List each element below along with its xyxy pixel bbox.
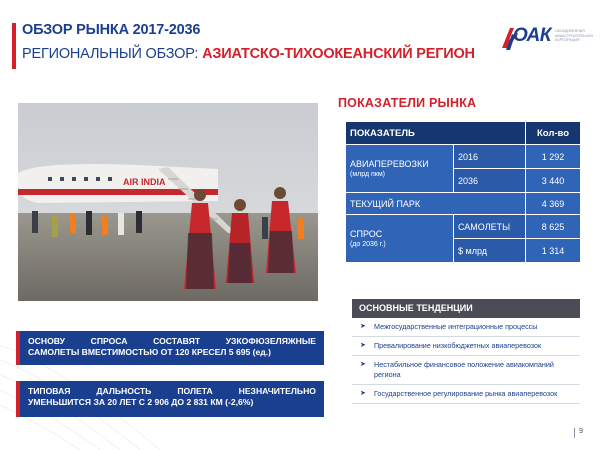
page-title: ОБЗОР РЫНКА 2017-2036 <box>22 22 201 38</box>
arrow-icon: ➤ <box>360 361 366 368</box>
list-item <box>352 337 580 356</box>
traffic-year-2016: 2016 <box>454 145 526 169</box>
logo-text: ОАК <box>513 25 551 46</box>
traffic-label <box>346 145 454 193</box>
table-row <box>346 215 581 239</box>
airline-text: AIR INDIA <box>123 177 166 187</box>
demand-money-value: 1 314 <box>526 239 581 263</box>
list-item <box>352 318 580 337</box>
demand-money-label: $ млрд <box>454 239 526 263</box>
traffic-value-2036: 3 440 <box>526 169 581 193</box>
traffic-value-2016: 1 292 <box>526 145 581 169</box>
list-item <box>352 356 580 385</box>
table-row <box>346 193 581 215</box>
page-number: 9 <box>579 428 583 435</box>
demand-label <box>346 215 454 263</box>
demand-label-text: СПРОС <box>350 229 383 239</box>
background-decoration <box>0 305 160 450</box>
demand-aircraft-value: 8 625 <box>526 215 581 239</box>
range-callout-line2: УМЕНЬШИТСЯ ЗА 20 ЛЕТ С 2 906 ДО 2 831 КМ (-2,6%) <box>28 397 254 407</box>
arrow-icon: ➤ <box>360 342 366 349</box>
demand-callout-line2: САМОЛЕТЫ ВМЕСТИМОСТЬЮ ОТ 120 КРЕСЕЛ 5 695 (ед.) <box>28 347 272 357</box>
title-accent-bar <box>12 23 16 69</box>
market-indicators-table <box>345 121 581 263</box>
demand-callout <box>16 331 324 365</box>
trend-text: Межгосударственные интеграционные процессы <box>374 322 538 331</box>
market-indicators-title: ПОКАЗАТЕЛИ РЫНКА <box>338 96 477 110</box>
arrow-icon: ➤ <box>360 390 366 397</box>
range-callout-line1: ТИПОВАЯ ДАЛЬНОСТЬ ПОЛЕТА НЕЗНАЧИТЕЛЬНО <box>28 386 316 396</box>
traffic-year-2036: 2036 <box>454 169 526 193</box>
trend-text: Превалирование низкобюджетных авиаперевозок <box>374 341 542 350</box>
demand-aircraft-label: САМОЛЕТЫ <box>454 215 526 239</box>
main-trends-title: ОСНОВНЫЕ ТЕНДЕНЦИИ <box>352 299 580 318</box>
range-callout <box>16 381 324 417</box>
arrow-icon: ➤ <box>360 323 366 330</box>
page-number-divider <box>574 428 575 438</box>
traffic-unit: (млрд пкм) <box>350 171 385 178</box>
trend-text: Нестабильное финансовое положение авиакомпаний региона <box>374 360 554 379</box>
subtitle-prefix: РЕГИОНАЛЬНЫЙ ОБЗОР: <box>22 46 203 62</box>
logo-subtitle: ОБЪЕДИНЕННАЯ АВИАСТРОИТЕЛЬНАЯ КОРПОРАЦИЯ <box>555 29 593 43</box>
indicator-column-header: ПОКАЗАТЕЛЬ <box>346 122 526 145</box>
trend-text: Государственное регулирование рынка авиаперевозок <box>374 389 558 398</box>
airport-photo <box>18 103 318 301</box>
list-item <box>352 385 580 404</box>
main-trends-panel <box>352 299 580 404</box>
fleet-label: ТЕКУЩИЙ ПАРК <box>346 193 526 215</box>
fleet-value: 4 369 <box>526 193 581 215</box>
table-row <box>346 145 581 169</box>
demand-callout-line1: ОСНОВУ СПРОСА СОСТАВЯТ УЗКОФЮЗЕЛЯЖНЫЕ <box>28 336 316 346</box>
subtitle-region: АЗИАТСКО-ТИХООКЕАНСКИЙ РЕГИОН <box>202 46 475 62</box>
value-column-header: Кол-во <box>526 122 581 145</box>
demand-unit: (до 2036 г.) <box>350 241 386 248</box>
table-header-row <box>346 122 581 145</box>
traffic-label-text: АВИАПЕРЕВОЗКИ <box>350 159 429 169</box>
page-subtitle <box>22 46 475 62</box>
